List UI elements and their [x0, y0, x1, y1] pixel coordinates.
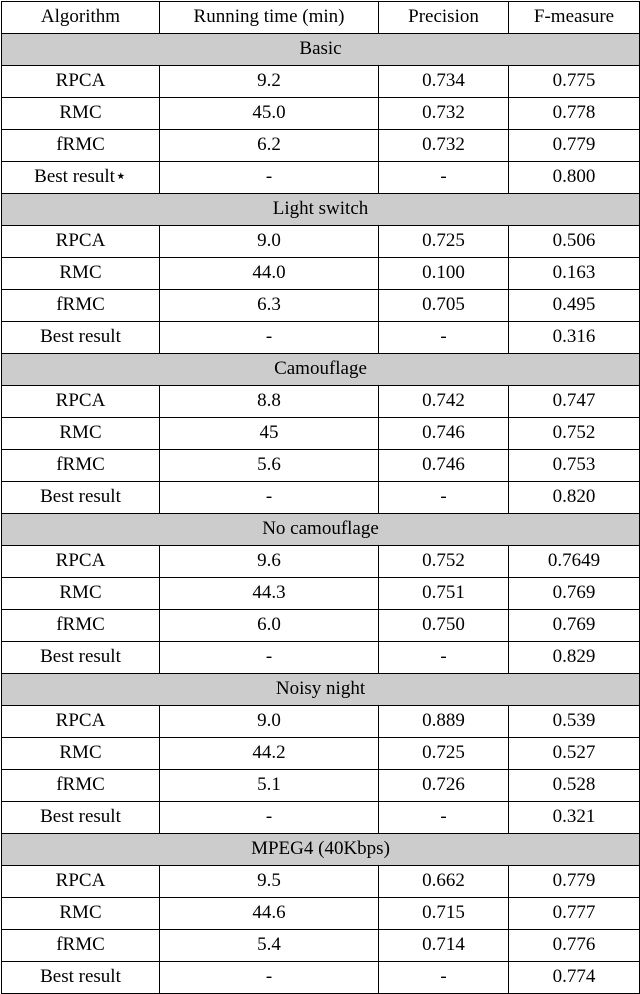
- cell-f-measure: 0.539: [509, 706, 640, 738]
- cell-running-time: -: [160, 482, 379, 514]
- cell-f-measure: 0.316: [509, 322, 640, 354]
- cell-algorithm: fRMC: [2, 770, 160, 802]
- results-table-container: [0, 1, 640, 988]
- table-row: [2, 738, 640, 770]
- table-row: [2, 322, 640, 354]
- cell-f-measure: 0.769: [509, 578, 640, 610]
- cell-f-measure: 0.163: [509, 258, 640, 290]
- cell-running-time: 45.0: [160, 98, 379, 130]
- cell-f-measure: 0.7649: [509, 546, 640, 578]
- cell-algorithm: Best result: [2, 482, 160, 514]
- cell-algorithm: RMC: [2, 418, 160, 450]
- cell-f-measure: 0.753: [509, 450, 640, 482]
- table-row: [2, 930, 640, 962]
- cell-precision: 0.100: [379, 258, 509, 290]
- cell-f-measure: 0.747: [509, 386, 640, 418]
- cell-algorithm: fRMC: [2, 930, 160, 962]
- cell-precision: 0.752: [379, 546, 509, 578]
- section-title: MPEG4 (40Kbps): [2, 834, 640, 866]
- cell-f-measure: 0.775: [509, 66, 640, 98]
- cell-algorithm: RMC: [2, 98, 160, 130]
- cell-running-time: 9.0: [160, 226, 379, 258]
- cell-precision: 0.725: [379, 738, 509, 770]
- column-header-algorithm: Algorithm: [2, 2, 160, 34]
- cell-algorithm: fRMC: [2, 130, 160, 162]
- table-row: [2, 898, 640, 930]
- table-body: [2, 34, 640, 994]
- section-title: Light switch: [2, 194, 640, 226]
- table-row: [2, 866, 640, 898]
- cell-precision: 0.746: [379, 450, 509, 482]
- table-row: [2, 290, 640, 322]
- cell-f-measure: 0.495: [509, 290, 640, 322]
- section-title: Noisy night: [2, 674, 640, 706]
- cell-f-measure: 0.776: [509, 930, 640, 962]
- cell-algorithm: Best result⋆: [2, 162, 160, 194]
- cell-algorithm: RPCA: [2, 546, 160, 578]
- cell-f-measure: 0.779: [509, 130, 640, 162]
- section-header-row: [2, 514, 640, 546]
- section-header-row: [2, 194, 640, 226]
- cell-algorithm: RPCA: [2, 706, 160, 738]
- cell-f-measure: 0.779: [509, 866, 640, 898]
- table-row: [2, 98, 640, 130]
- cell-f-measure: 0.528: [509, 770, 640, 802]
- cell-running-time: -: [160, 962, 379, 994]
- cell-precision: 0.889: [379, 706, 509, 738]
- cell-precision: 0.732: [379, 98, 509, 130]
- cell-running-time: 6.0: [160, 610, 379, 642]
- cell-precision: 0.751: [379, 578, 509, 610]
- results-table: [1, 1, 640, 994]
- table-row: [2, 770, 640, 802]
- section-header-row: [2, 354, 640, 386]
- cell-running-time: -: [160, 162, 379, 194]
- cell-precision: 0.662: [379, 866, 509, 898]
- cell-algorithm: fRMC: [2, 610, 160, 642]
- cell-f-measure: 0.777: [509, 898, 640, 930]
- cell-precision: 0.714: [379, 930, 509, 962]
- cell-precision: 0.750: [379, 610, 509, 642]
- cell-algorithm: Best result: [2, 322, 160, 354]
- cell-running-time: -: [160, 802, 379, 834]
- table-row: [2, 962, 640, 994]
- table-row: [2, 706, 640, 738]
- cell-running-time: 9.2: [160, 66, 379, 98]
- cell-running-time: 9.6: [160, 546, 379, 578]
- cell-running-time: 5.4: [160, 930, 379, 962]
- cell-f-measure: 0.829: [509, 642, 640, 674]
- section-title: Camouflage: [2, 354, 640, 386]
- cell-f-measure: 0.820: [509, 482, 640, 514]
- cell-running-time: 44.0: [160, 258, 379, 290]
- table-row: [2, 610, 640, 642]
- cell-running-time: 5.1: [160, 770, 379, 802]
- cell-running-time: -: [160, 642, 379, 674]
- header-row: [2, 2, 640, 34]
- section-header-row: [2, 834, 640, 866]
- cell-running-time: 9.5: [160, 866, 379, 898]
- cell-precision: -: [379, 802, 509, 834]
- table-row: [2, 226, 640, 258]
- table-row: [2, 162, 640, 194]
- table-row: [2, 418, 640, 450]
- cell-running-time: 5.6: [160, 450, 379, 482]
- cell-precision: 0.725: [379, 226, 509, 258]
- table-row: [2, 386, 640, 418]
- cell-precision: -: [379, 962, 509, 994]
- cell-algorithm: RMC: [2, 898, 160, 930]
- cell-algorithm: RMC: [2, 578, 160, 610]
- cell-f-measure: 0.800: [509, 162, 640, 194]
- cell-algorithm: RMC: [2, 258, 160, 290]
- cell-algorithm: RMC: [2, 738, 160, 770]
- cell-algorithm: RPCA: [2, 866, 160, 898]
- cell-running-time: 45: [160, 418, 379, 450]
- section-title: Basic: [2, 34, 640, 66]
- cell-precision: -: [379, 642, 509, 674]
- cell-f-measure: 0.752: [509, 418, 640, 450]
- cell-algorithm: Best result: [2, 642, 160, 674]
- cell-algorithm: fRMC: [2, 290, 160, 322]
- cell-algorithm: fRMC: [2, 450, 160, 482]
- section-title: No camouflage: [2, 514, 640, 546]
- cell-precision: -: [379, 162, 509, 194]
- cell-precision: -: [379, 322, 509, 354]
- column-header-f-measure: F-measure: [509, 2, 640, 34]
- table-row: [2, 450, 640, 482]
- cell-algorithm: RPCA: [2, 66, 160, 98]
- table-row: [2, 578, 640, 610]
- section-header-row: [2, 674, 640, 706]
- cell-running-time: 44.6: [160, 898, 379, 930]
- cell-running-time: 44.3: [160, 578, 379, 610]
- cell-precision: 0.726: [379, 770, 509, 802]
- table-header: [2, 2, 640, 34]
- cell-f-measure: 0.527: [509, 738, 640, 770]
- cell-precision: 0.742: [379, 386, 509, 418]
- cell-algorithm: Best result: [2, 802, 160, 834]
- cell-f-measure: 0.321: [509, 802, 640, 834]
- cell-running-time: 9.0: [160, 706, 379, 738]
- cell-algorithm: Best result: [2, 962, 160, 994]
- cell-running-time: 6.2: [160, 130, 379, 162]
- cell-f-measure: 0.769: [509, 610, 640, 642]
- cell-precision: 0.734: [379, 66, 509, 98]
- table-row: [2, 642, 640, 674]
- cell-precision: 0.732: [379, 130, 509, 162]
- cell-running-time: 44.2: [160, 738, 379, 770]
- section-header-row: [2, 34, 640, 66]
- cell-f-measure: 0.774: [509, 962, 640, 994]
- table-row: [2, 546, 640, 578]
- table-row: [2, 66, 640, 98]
- cell-precision: 0.705: [379, 290, 509, 322]
- cell-running-time: -: [160, 322, 379, 354]
- table-row: [2, 130, 640, 162]
- table-row: [2, 482, 640, 514]
- cell-running-time: 8.8: [160, 386, 379, 418]
- cell-precision: 0.715: [379, 898, 509, 930]
- column-header-precision: Precision: [379, 2, 509, 34]
- column-header-running-time: Running time (min): [160, 2, 379, 34]
- cell-precision: 0.746: [379, 418, 509, 450]
- cell-precision: -: [379, 482, 509, 514]
- table-row: [2, 258, 640, 290]
- cell-algorithm: RPCA: [2, 226, 160, 258]
- cell-f-measure: 0.778: [509, 98, 640, 130]
- table-row: [2, 802, 640, 834]
- cell-running-time: 6.3: [160, 290, 379, 322]
- cell-f-measure: 0.506: [509, 226, 640, 258]
- cell-algorithm: RPCA: [2, 386, 160, 418]
